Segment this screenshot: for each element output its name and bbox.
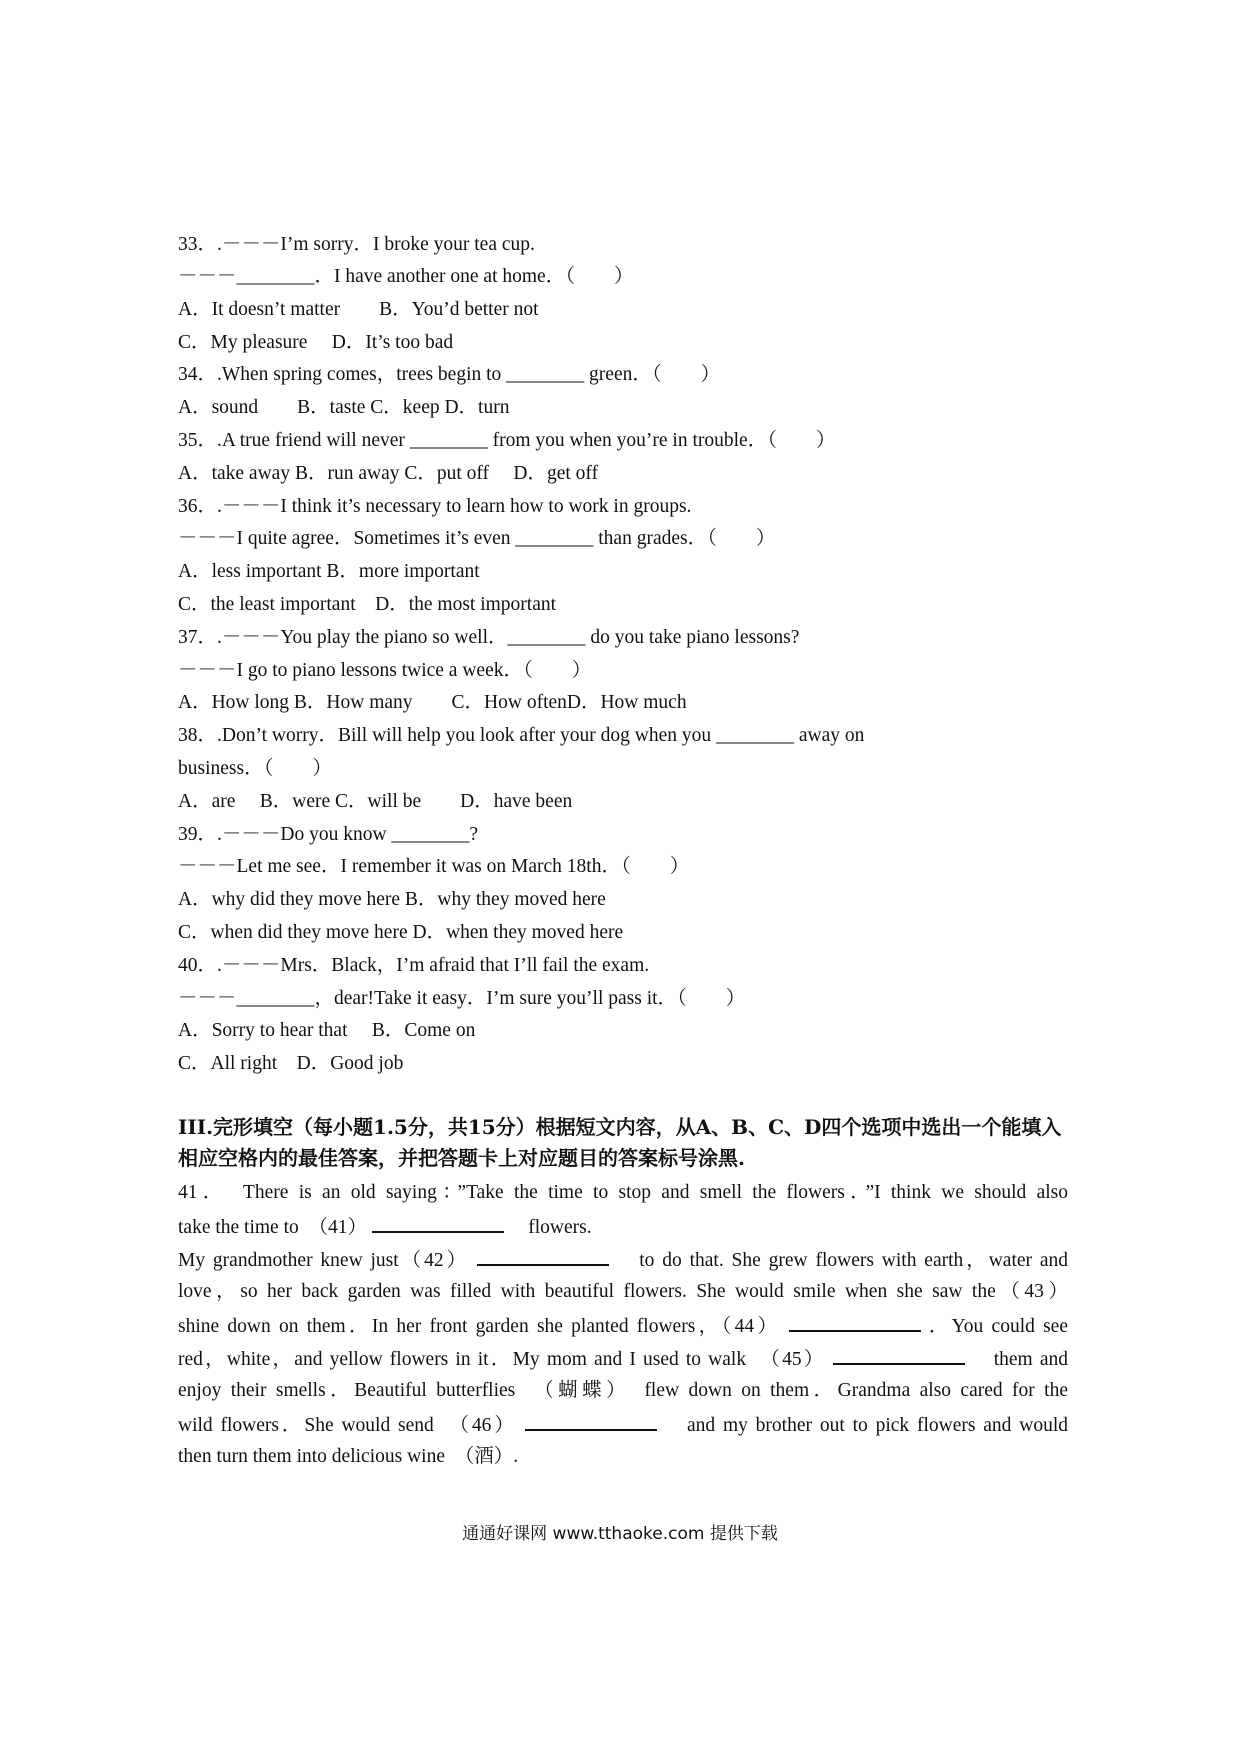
question-33-options-cd: C．My pleasure D．It’s too bad [178, 332, 454, 353]
question-40-reply: －－－________，dear!Take it easy．I’m sure you’ll pass it．（ ） [178, 988, 746, 1009]
passage-line-5-text-a: shine down on them．In her front garden she planted flowers，（44） [178, 1316, 781, 1337]
passage-line-6-text-a: red，white，and yellow flowers in it．My mom and I used to walk （45） [178, 1349, 826, 1370]
passage-line-8-text-b: and my brother out to pick flowers and would [664, 1415, 1069, 1436]
question-40-options-ab: A．Sorry to hear that B．Come on [178, 1020, 476, 1041]
question-39-options-cd: C．when did they move here D．when they moved here [178, 922, 624, 943]
question-33-options-ab: A．It doesn’t matter B．You’d better not [178, 299, 539, 320]
passage-line-7: enjoy their smells．Beautiful butterflies （蝴蝶） flew down on them．Grandma also cared for the [178, 1380, 1068, 1401]
question-37-options: A．How long B．How many C．How oftenD．How much [178, 692, 687, 713]
page-footer: 通通好课网 www.tthaoke.com 提供下载 [462, 1524, 778, 1544]
question-40-stem: 40．.－－－Mrs．Black，I’m afraid that I’ll fail the exam. [178, 955, 650, 976]
passage-line-3-text-a: My grandmother knew just（42） [178, 1250, 470, 1271]
passage-line-5-text-b: ．You could see [928, 1316, 1068, 1337]
question-36-options-ab: A．less important B．more important [178, 561, 480, 582]
blank-41 [372, 1213, 504, 1233]
question-39-stem: 39．.－－－Do you know ________? [178, 824, 479, 845]
passage-line-2-text-b: flowers. [508, 1217, 592, 1238]
passage-line-1: 41． There is an old saying：”Take the time to stop and smell the flowers．”I think we should also [178, 1182, 1068, 1203]
passage-line-6 [178, 1345, 1068, 1373]
question-39-reply: －－－Let me see．I remember it was on March 18th．（ ） [178, 856, 690, 877]
question-35-stem: 35．.A true friend will never ________ from you when you’re in trouble．（ ） [178, 430, 836, 451]
passage-line-8-text-a: wild flowers．She would send （46） [178, 1415, 517, 1436]
passage-line-3-text-b: to do that. She grew flowers with earth，water and [616, 1250, 1069, 1271]
passage-line-3 [178, 1246, 1068, 1274]
question-36-stem: 36．.－－－I think it’s necessary to learn how to work in groups. [178, 496, 692, 517]
question-40-options-cd: C．All right D．Good job [178, 1053, 404, 1074]
passage-line-2 [178, 1213, 592, 1241]
question-33-stem: 33．.－－－I’m sorry．I broke your tea cup. [178, 234, 535, 255]
question-38-stem-cont: business．（ ） [178, 758, 332, 779]
passage-line-6-text-b: them and [971, 1349, 1068, 1370]
question-39-options-ab: A．why did they move here B．why they moved here [178, 889, 606, 910]
passage-line-4: love，so her back garden was filled with beautiful flowers. She would smile when she saw the（43） [178, 1281, 1068, 1302]
blank-42 [477, 1246, 609, 1266]
question-35-options: A．take away B．run away C．put off D．get off [178, 463, 599, 484]
question-36-reply: －－－I quite agree．Sometimes it’s even ________ than grades．（ ） [178, 528, 776, 549]
section-3-heading: III.完形填空（每小题1.5分，共15分）根据短文内容，从A、B、C、D四个选项中选出一个能填入相应空格内的最佳答案，并把答题卡上对应题目的答案标号涂黑. [178, 1115, 1062, 1170]
question-36-options-cd: C．the least important D．the most important [178, 594, 557, 615]
question-37-reply: －－－I go to piano lessons twice a week．（ ） [178, 660, 592, 681]
blank-46 [525, 1411, 657, 1431]
question-38-options: A．are B．were C．will be D．have been [178, 791, 573, 812]
passage-line-2-text-a: take the time to （41） [178, 1217, 368, 1238]
question-37-stem: 37．.－－－You play the piano so well．________ do you take piano lessons? [178, 627, 800, 648]
blank-45 [833, 1345, 965, 1365]
question-33-reply: －－－________．I have another one at home．（ ） [178, 266, 634, 287]
passage-line-9: then turn them into delicious wine （酒）. [178, 1446, 519, 1467]
passage-line-8 [178, 1411, 1068, 1439]
question-38-stem: 38．.Don’t worry．Bill will help you look after your dog when you ________ away on [178, 725, 865, 746]
passage-line-5 [178, 1312, 1068, 1340]
question-34-options: A．sound B．taste C．keep D．turn [178, 397, 510, 418]
question-34-stem: 34．.When spring comes，trees begin to ________ green．（ ） [178, 364, 721, 385]
blank-44 [789, 1312, 921, 1332]
